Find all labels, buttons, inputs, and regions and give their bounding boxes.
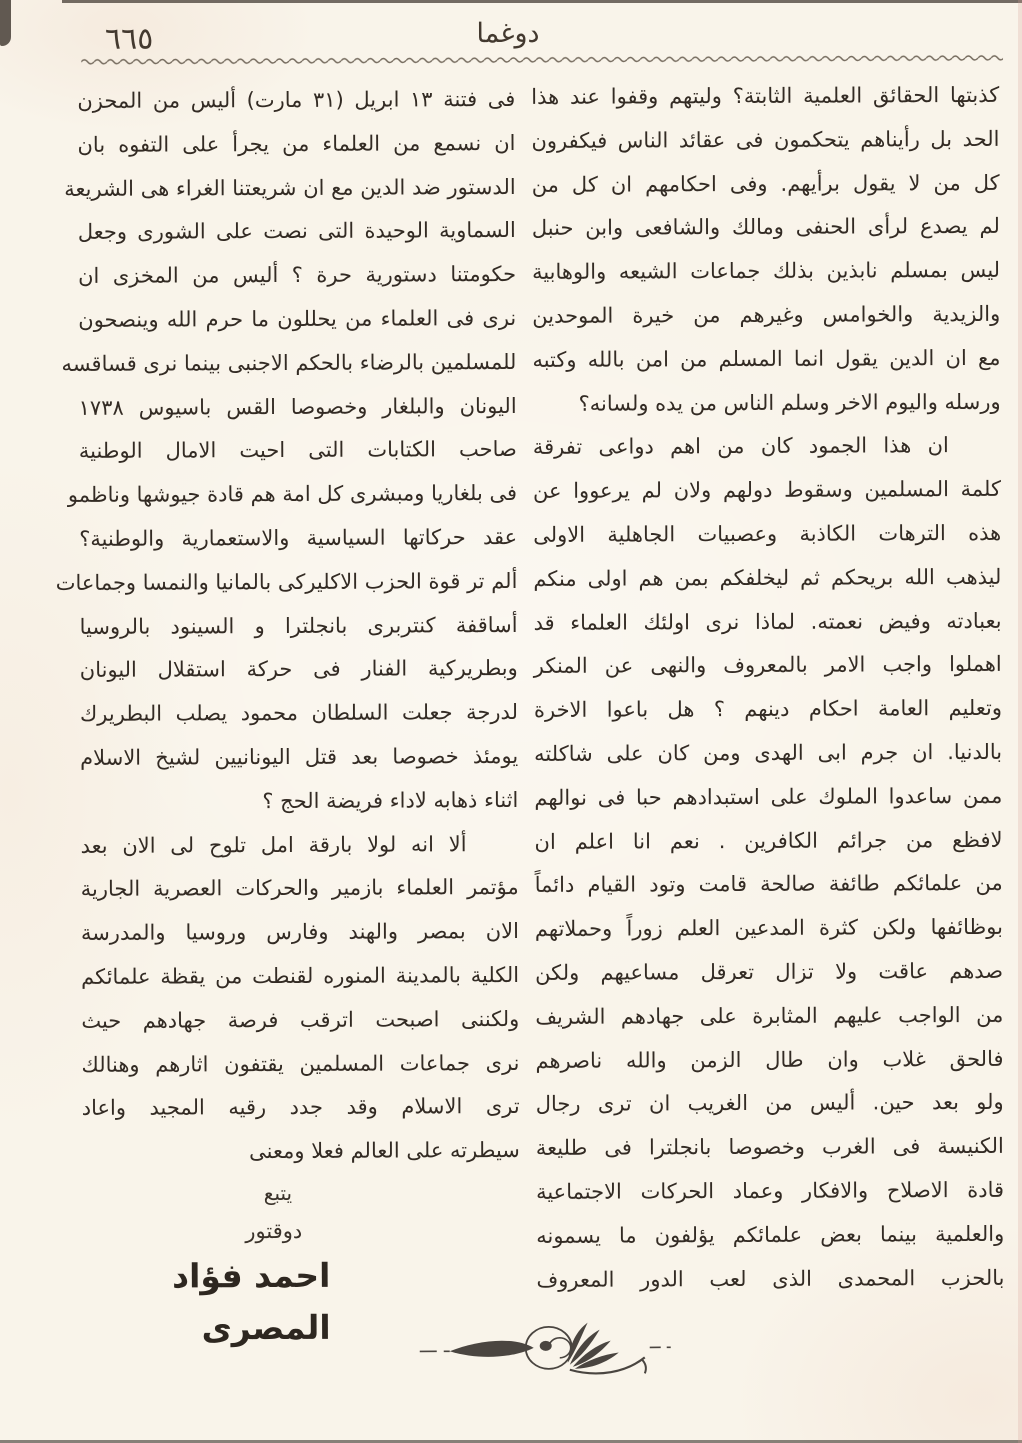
text-line: ترى الاسلام وقد جدد رقيه المجيد واعاد [81, 1094, 520, 1121]
text-line: أساقفة كنتربرى بانجلترا و السينود بالروسيا [79, 612, 518, 639]
running-header-title: دوغما [476, 17, 540, 50]
text-column-right [531, 74, 1004, 1302]
text-line: لافظع من جرائم الكافرين . نعم انا اعلم ان [534, 827, 1003, 854]
text-line: اليونان والبلغار وخصوصا القس باسيوس ١٧٣٨ [78, 393, 517, 420]
text-line: ليذهب الله بريحكم ثم ليخلفكم بمن هم اولى منكم [533, 564, 1002, 591]
text-line: فى فتنة ١٣ ابريل (٣١ مارت) أليس من المحزن [77, 86, 516, 113]
text-line: الكلية بالمدينة المنوره لقنطت من يقظة علمائكم [81, 962, 520, 989]
text-line: كل من لا يقول برأيهم. وفى احكامهم ان كل من [531, 170, 1000, 197]
calligraphic-flourish-ornament [418, 1317, 673, 1380]
text-line: قادة الاصلاح والافكار وعماد الحركات الاجتماعية [536, 1177, 1005, 1204]
text-line: للمسلمين بالرضاء بالحكم الاجنبى بينما نرى قساقسه [61, 349, 517, 376]
text-line: هذه الترهات الكاذبة وعصبيات الجاهلية الاولى [533, 520, 1002, 547]
text-line: لم يصدع لرأى الحنفى ومالك والشافعى وابن حنبل [531, 214, 1000, 241]
text-line: بوظائفها ولكن كثرة المدعين العلم زوراً وحملاتهم [534, 914, 1003, 942]
text-line: الدستور ضد الدين مع ان شريعتنا الغراء هى الشريعة [64, 174, 516, 201]
text-line: ولو بعد حين. أليس من الغريب ان ترى رجال [535, 1090, 1004, 1117]
text-line: ان نسمع من العلماء من يجرأ على التفوه بان [77, 130, 516, 157]
text-line: من علمائكم طائفة صالحة قامت وتود القيام دائماً [534, 871, 1003, 898]
text-line: نرى فى العلماء من يحللون ما حرم الله وينصحون [78, 305, 517, 332]
text-line: صدهم عاقت ولا تزال تعرقل مساعيهم ولكن [535, 958, 1004, 985]
text-line: وبطريركية الفنار فى حركة استقلال اليونان [79, 656, 518, 683]
text-line: بعبادته وفيض نعمته. لماذا نرى اولئك العلماء قد [533, 608, 1002, 635]
text-line: مؤتمر العلماء بازمير والحركات العصرية الجارية [80, 875, 519, 902]
text-line: من الواجب عليهم المثابرة على جهادهم الشريف [535, 1002, 1004, 1029]
text-line: والزيدية والخوامس وغيرهم من خيرة الموحدين [532, 301, 1001, 328]
text-line: الكنيسة فى الغرب وخصوصا بانجلترا فى طليعة [535, 1133, 1004, 1161]
text-line: مع ان الدين يقول انما المسلم من امن بالله وكتبه [532, 345, 1001, 372]
text-line: صاحب الكتابات التى احيت الامال الوطنية [78, 437, 517, 464]
continuation-note: يتبع [263, 1180, 293, 1206]
text-line: السماوية الوحيدة التى نصت على الشورى وجعل [77, 218, 516, 245]
text-line: نرى جماعات المسلمين يقتفون اثارهم وهنالك [81, 1050, 520, 1077]
text-line: وتعليم العامة احكام دينهم ؟ هل باعوا الاخرة [533, 696, 1002, 723]
text-line: ألا انه لولا بارقة امل تلوح لى الان بعد [80, 831, 467, 858]
text-line: الحد بل رأيناهم يتحكمون فى عقائد الناس فيكفرون [531, 126, 1000, 153]
text-line: لدرجة جعلت السلطان محمود يصلب البطريرك [79, 700, 519, 727]
text-line: سيطرته على العالم فعلا ومعنى [249, 1138, 520, 1164]
text-line: حكومتنا دستورية حرة ؟ أليس من المخزى ان [77, 262, 517, 289]
text-line: كلمة المسلمين وسقوط دولهم ولان لم يرعووا عن [532, 477, 1002, 504]
text-line: عقد حركاتها السياسية والاستعمارية والوطنية؟ [79, 524, 518, 551]
author-byline-title: دوقتور [245, 1218, 303, 1244]
text-line: كذبتها الحقائق العلمية الثابتة؟ وليتهم وقفوا عند هذا [531, 82, 1000, 109]
wavy-divider-rule [81, 52, 1003, 66]
page-number: ٦٦٥ [104, 21, 154, 57]
text-line: يومئذ خصوصا بعد قتل اليونانيين لشيخ الاسلام [80, 743, 519, 770]
author-signature: احمد فؤاد المصرى [172, 1255, 331, 1348]
text-line: الان بمصر والهند وفارس وروسيا والمدرسة [80, 919, 519, 946]
text-line: اهملوا واجب الامر بالمعروف والنهى عن المنكر [533, 652, 1002, 679]
text-line: ان هذا الجمود كان من اهم دواعى تفرقة [532, 433, 949, 460]
text-line: بالحزب المحمدى الذى لعب الدور المعروف [536, 1265, 1005, 1292]
text-line: اثناء ذهابه لاداء فريضة الحج ؟ [262, 787, 519, 813]
text-line: ولكننى اصبحت اترقب فرصة جهادهم حيث [81, 1006, 520, 1033]
text-column-left [55, 78, 521, 1355]
text-line: بالدنيا. ان جرم ابى الهدى ومن كان على شاكلته [534, 739, 1003, 766]
text-line: ورسله واليوم الاخر وسلم الناس من يده ولسانه؟ [578, 389, 1001, 416]
text-line: فى بلغاريا ومبشرى كل امة هم قادة جيوشها وناظمو [67, 481, 518, 508]
text-line: ممن ساعدوا الملوك على استبدادهم حبا فى نوالهم [534, 783, 1003, 810]
text-line: ألم تر قوة الحزب الاكليركى بالمانيا والنمسا وجماعات [55, 568, 518, 595]
text-line: فالحق غلاب وان طال الزمن والله ناصرهم [535, 1046, 1004, 1073]
text-column-left-lines [55, 78, 520, 1175]
text-line: والعلمية بينما بعض علمائكم يؤلفون ما يسمونه [536, 1221, 1005, 1248]
text-line: ليس بمسلم نابذين بذلك جماعات الشيعه والوهابية [531, 258, 1001, 285]
